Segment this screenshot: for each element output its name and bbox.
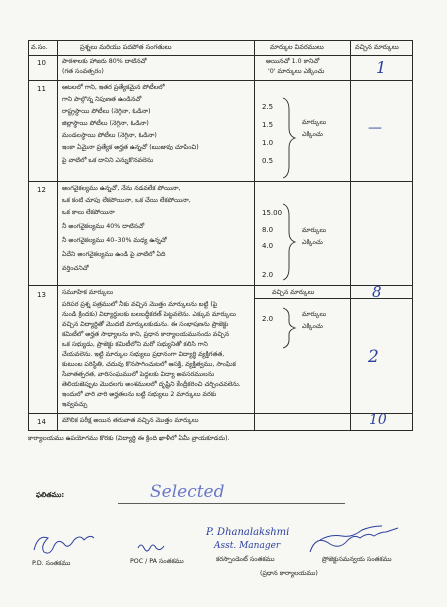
row-12-value: 8.0 <box>262 226 274 234</box>
header-marks-detail: మార్కుల వివరములు <box>270 43 324 51</box>
row-11-value: 2.5 <box>262 103 274 111</box>
middle-signature-designation: Asst. Manager <box>214 541 281 551</box>
row-12-line: ఒక కంటి చూపు లేకపోయినా, ఒక చేయి లేకపోయినా, <box>62 197 191 204</box>
row-13-line: వచ్చిన విద్యార్థితో మొదటి మార్కులకుడును. ఈ సంభాషణను ప్రాజెక్టు <box>62 321 229 328</box>
poc-signature <box>138 545 164 551</box>
row-11-awarded: — <box>368 120 382 136</box>
row-11-line: ఇంకా ఏమైనా ప్రత్యేక అర్హత ఉన్నచో (ఋజువు చూపించి) <box>62 144 199 151</box>
row-11-line: పై వాటిలో ఒక దానిని ఎన్నుకొనవలెను <box>62 157 154 164</box>
header-awarded: వచ్చిన మార్కులు <box>355 43 399 51</box>
row-11-detail-label: మార్కులు <box>302 119 327 126</box>
header-serial: వ.సం. <box>31 43 48 51</box>
row-13-line: కుటుంబ పరిస్థితి, చదువు కొనసాగించుటలో ఆసక్తి, వ్యక్తిత్వము, సాంఘిక <box>62 361 236 368</box>
row-14-number: 14 <box>37 418 46 426</box>
row-13-line: నుండి క్రిందకు) విద్యార్థులకు బలబద్ధీకరణ్ పెట్టవలెను. ఎక్కువ మార్కులు <box>62 311 236 318</box>
row-14-awarded: 10 <box>369 412 387 428</box>
row-13-detail-label: ఎక్కించు <box>302 323 323 330</box>
poc-signature-label: POC / PA సంతకము <box>130 558 184 565</box>
row-13-detail-header: వచ్చిన మార్కులు <box>272 289 315 296</box>
row-11-line: రాష్ట్రస్థాయి పోటీలు (నెగ్గినా, ఓడినా) <box>62 108 151 115</box>
pd-signature <box>34 536 94 553</box>
head-office-label: (ప్రధాన కార్యాలయము) <box>260 570 318 577</box>
row-12-detail-label: మార్కులు <box>302 227 327 234</box>
row-11-number: 11 <box>37 85 46 93</box>
row-13-line: తెలియజెప్పుట మొదలగు అంశములలో దృష్టిని కేంద్రీకరించి చర్చించవలెను. <box>62 381 241 388</box>
row-10-number: 10 <box>37 59 46 67</box>
middle-signature-name: P. Dhanalakshmi <box>206 527 290 538</box>
row-13-line: ఒక సభ్యుడు, ప్రాజెక్టు కమిటీలోని మరో సభ్యునితో కలిసి గాని <box>62 341 208 348</box>
row-14-line: మౌలిక పరీక్ష అయిన తరువాత వచ్చిన మొత్తం మార్కులు <box>62 417 199 424</box>
row-10-detail: అయినచో 1.0 కానిచో <box>266 58 320 65</box>
row-11-detail-label: ఎక్కించు <box>302 131 323 138</box>
row-13-line: ఇవ్వవచ్చు <box>62 401 88 408</box>
row-13-detail-label: మార్కులు <box>302 311 327 318</box>
row-12-value: 2.0 <box>262 271 274 279</box>
row-13-awarded-total: 8 <box>372 283 382 301</box>
row-10-line: పాఠశాలకు హాజరు 80% దాటినచో <box>62 58 147 65</box>
row-12-line: నీ అంగవైకల్యము 40–30% మధ్య ఉన్నచో <box>62 237 167 244</box>
row-11-value: 1.0 <box>262 139 274 147</box>
row-11-value: 1.5 <box>262 121 274 129</box>
row-10-line: (గత సంవత్సరం) <box>62 68 104 75</box>
row-13-number: 13 <box>37 291 46 299</box>
row-12-line: ఒక కాలు లేకపోయినా <box>62 209 115 216</box>
row-11-line: ఆటలలో గాని, ఇతర ప్రత్యేకమైన పోటీలలో <box>62 84 165 91</box>
right-signature <box>310 528 398 552</box>
row-10-detail: '0' మార్కులు ఎక్కించు <box>268 68 325 75</box>
row-13-value: 2.0 <box>262 315 274 323</box>
row-13-line: కమిటీలో అర్హత సాధ్యాలను కాని, ప్రధాన కార్యాలయమునందు వచ్చిన <box>62 331 230 338</box>
row-13-line: పరిపర ప్రశ్న పత్రములో నీకు వచ్చిన మొత్తం మార్కులను బట్టి (పై <box>62 301 218 308</box>
row-12-value: 15.00 <box>262 209 283 217</box>
row-13-line: సమూహిక మార్కులు <box>62 289 114 296</box>
row-11-line: గాని పాల్గొన్న నిపుణత ఉండినచో <box>62 96 142 103</box>
row-11-value: 0.5 <box>262 157 274 165</box>
office-use-note: కార్యాలయము ఉపయోగము కొరకు (విద్యార్థి ఈ క్రింది ఖాళీలో ఏమీ వ్రాయకూడదు). <box>28 435 230 442</box>
row-12-number: 12 <box>37 186 46 194</box>
row-11-line: మండలస్థాయి పోటీలు (నెగ్గినా, ఓడినా) <box>62 132 157 139</box>
result-value: Selected <box>150 482 225 502</box>
row-12-detail-label: ఎక్కించు <box>302 239 323 246</box>
result-label: ఫలితము: <box>36 491 65 499</box>
row-13-line: సేవాతత్పరత, వారిసంఘములో పెద్దలకు విద్యా అవసరములను <box>62 371 215 378</box>
row-12-value: 4.0 <box>262 242 274 250</box>
row-13-line: చేయవలెను. ఇట్టి మార్కుల సభ్యులు ప్రధానంగా విద్యార్థి వ్యక్తిగతత, <box>62 351 225 358</box>
row-12-line: నీ అంగవైకల్యము 40% దాటినచో <box>62 223 145 230</box>
row-10-awarded: 1 <box>376 58 387 77</box>
row-12-line: వర్తించనిచో <box>62 265 89 272</box>
coordinator-signature-label: ప్రోజెక్టుసమన్వయ సంతకము <box>322 556 392 563</box>
pd-signature-label: P.D. సంతకము <box>32 560 71 567</box>
header-category: ప్రశ్నలు మరియు పదపోత సంగతులు <box>80 43 172 51</box>
row-12-line: అంగవైకల్యము ఉన్నచో, నేను నడవలేక పోయినా, <box>62 185 181 192</box>
row-13-line: ఇందులో వారి వారి అర్హతలను బట్టి సభ్యులు 2 మార్కులు వరకు <box>62 391 217 398</box>
correspondent-signature-label: కరస్పాండెంట్ సంతకము <box>216 556 275 563</box>
row-12-line: ఏదేని అంగవైకల్యము ఉండి పై వాటిలో ఏది <box>62 251 166 258</box>
row-13-awarded: 2 <box>368 347 379 367</box>
row-11-line: జిల్లాస్థాయి పోటీలు (నెగ్గినా, ఓడినా) <box>62 120 149 127</box>
